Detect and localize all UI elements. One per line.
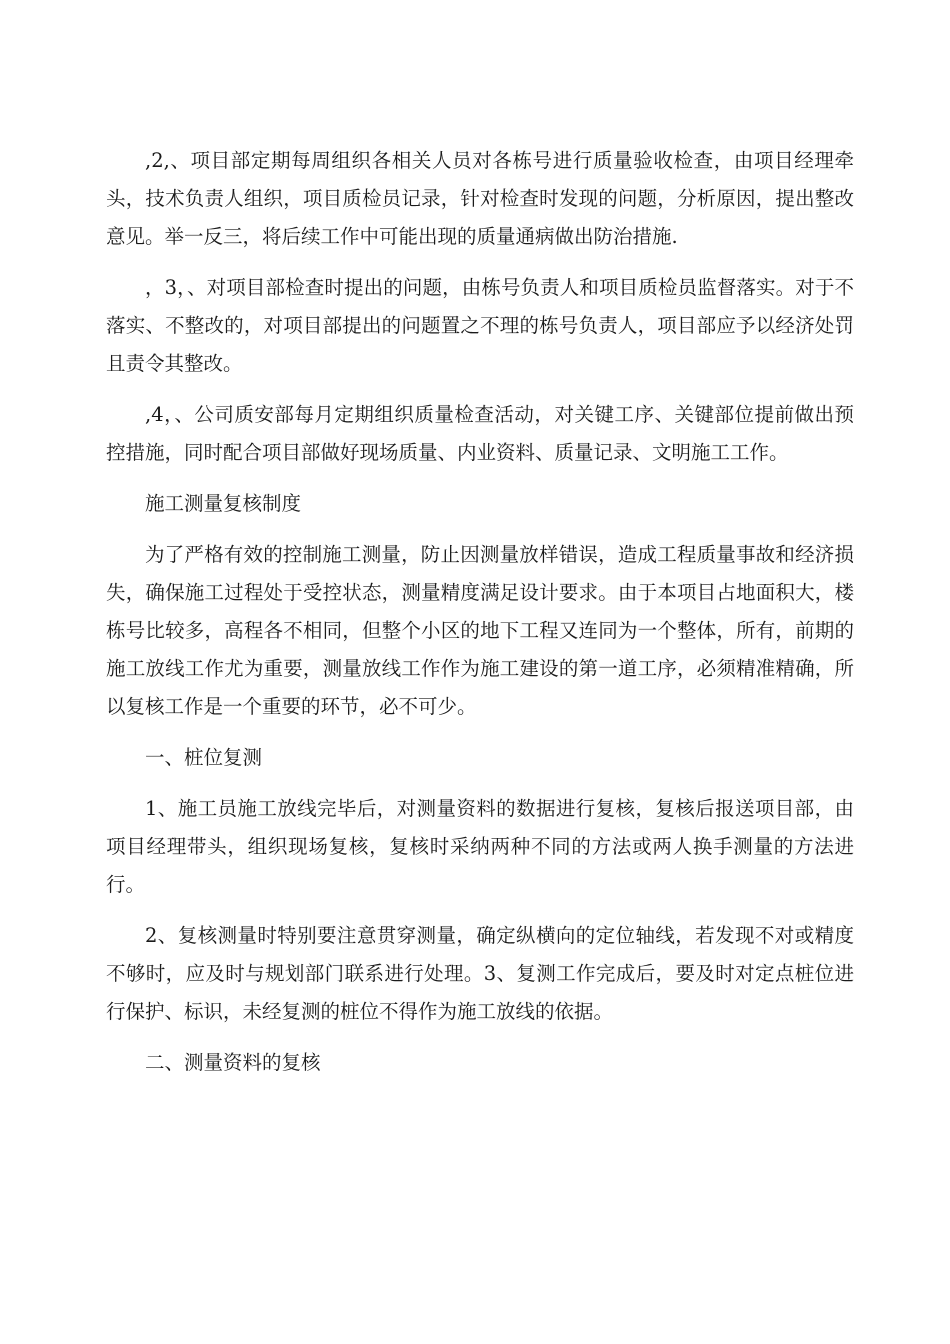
paragraph-pile-item-2-3: 2、复核测量时特别要注意贯穿测量，确定纵横向的定位轴线，若发现不对或精度不够时，应及时与规划部门联系进行处理。3、复测工作完成后，要及时对定点桩位进行保护、标识，未经复测的桩位不得作为施工放线的依据。: [106, 924, 854, 1023]
paragraph-survey-intro: 为了严格有效的控制施工测量，防止因测量放样错误，造成工程质量事故和经济损失，确保施工过程处于受控状态，测量精度满足设计要求。由于本项目占地面积大，楼栋号比较多，高程各不相同，但整个小区的地下工程又连同为一个整体，所有，前期的施工放线工作尤为重要，测量放线工作作为施工建设的第一道工序，必须精准精确，所以复核工作是一个重要的环节，必不可少。: [106, 543, 854, 718]
document-body: [106, 142, 854, 1095]
paragraph-pile-item-1: 1、施工员施工放线完毕后，对测量资料的数据进行复核，复核后报送项目部，由项目经理带头，组织现场复核，复核时采纳两种不同的方法或两人换手测量的方法进行。: [106, 797, 854, 896]
paragraph-monthly-inspection: ,4，、公司质安部每月定期组织质量检查活动，对关键工序、关键部位提前做出预控措施，同时配合项目部做好现场质量、内业资料、质量记录、文明施工工作。: [106, 403, 854, 464]
subsection-title-survey-data-review: 二、测量资料的复核: [145, 1051, 321, 1074]
subsection-title-pile-resurvey: 一、桩位复测: [145, 746, 263, 769]
paragraph-weekly-inspection: ,2,、项目部定期每周组织各相关人员对各栋号进行质量验收检查，由项目经理牵头，技术负责人组织，项目质检员记录，针对检查时发现的问题，分析原因，提出整改意见。举一反三，将后续工作中可能出现的质量通病做出防治措施.: [106, 149, 854, 248]
paragraph-rectification: ，3，、对项目部检查时提出的问题，由栋号负责人和项目质检员监督落实。对于不落实、不整改的，对项目部提出的问题置之不理的栋号负责人，项目部应予以经济处罚且责令其整改。: [106, 276, 854, 375]
section-title-survey-review: 施工测量复核制度: [145, 492, 302, 515]
